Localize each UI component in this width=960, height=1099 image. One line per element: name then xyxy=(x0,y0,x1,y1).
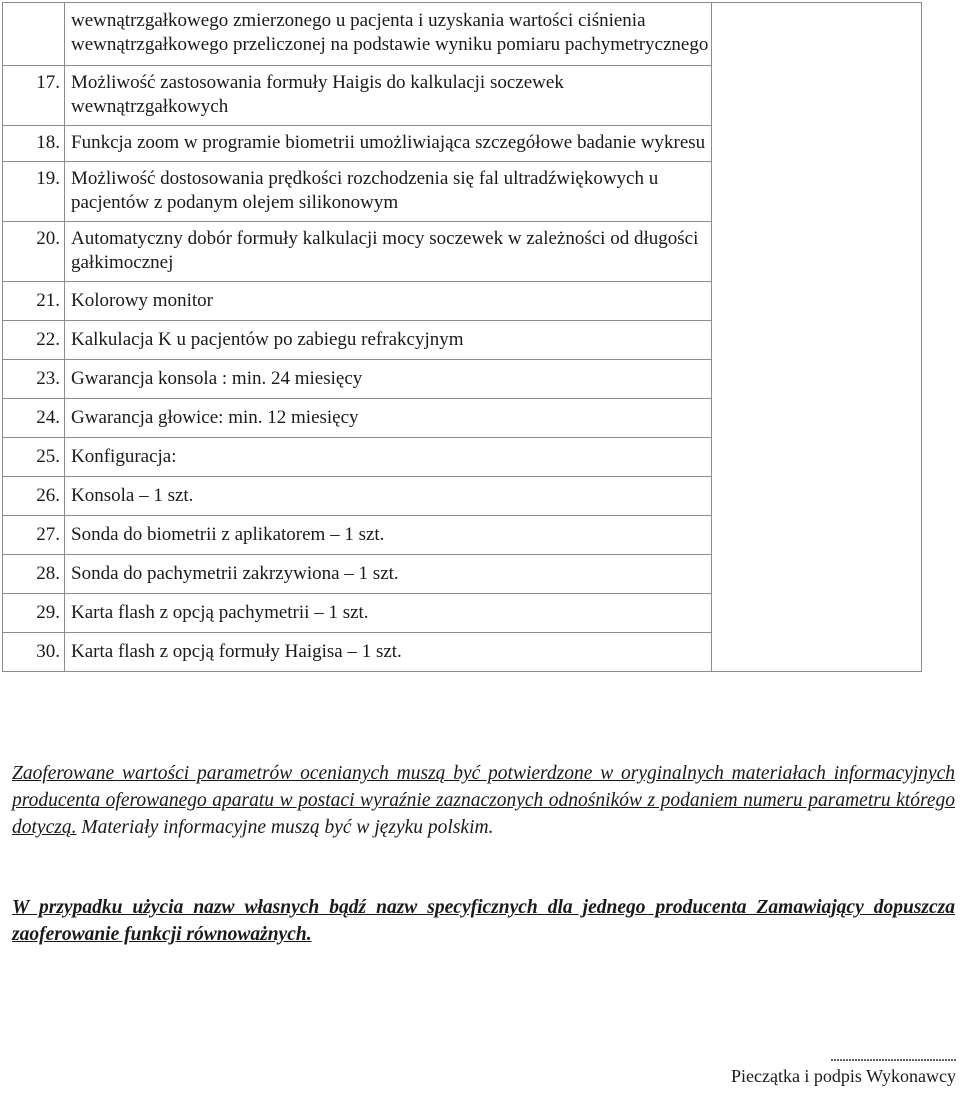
row-number: 25. xyxy=(3,438,65,477)
row-text: wewnątrzgałkowego zmierzonego u pacjenta i uzyskania wartości ciśnienia wewnątrzgałkowego przeliczonej na podstawie wyniku pomiaru pachymetrycznego xyxy=(65,3,712,66)
row-text: Gwarancja konsola : min. 24 miesięcy xyxy=(65,360,712,399)
equivalent-functions-note xyxy=(12,894,955,948)
row-number: 22. xyxy=(3,321,65,360)
row-text: Kolorowy monitor xyxy=(65,282,712,321)
equivalent-functions-text: W przypadku użycia nazw własnych bądź nazw specyficznych dla jednego producenta Zamawiający dopuszcza zaoferowanie funkcji równoważnych. xyxy=(12,897,955,945)
row-number: 29. xyxy=(3,594,65,633)
offer-confirmation-note xyxy=(12,760,955,841)
row-text: Karta flash z opcją pachymetrii – 1 szt. xyxy=(65,594,712,633)
row-number xyxy=(3,3,65,66)
row-number: 27. xyxy=(3,516,65,555)
row-text: Sonda do biometrii z aplikatorem – 1 szt. xyxy=(65,516,712,555)
row-number: 23. xyxy=(3,360,65,399)
row-number: 18. xyxy=(3,126,65,162)
row-text: Kalkulacja K u pacjentów po zabiegu refrakcyjnym xyxy=(65,321,712,360)
row-number: 28. xyxy=(3,555,65,594)
signature-block xyxy=(731,1050,956,1088)
language-requirement-text: Materiały informacyjne muszą być w języku polskim. xyxy=(81,817,494,838)
row-text: Konfiguracja: xyxy=(65,438,712,477)
row-number: 20. xyxy=(3,222,65,282)
signature-line: .......................................... xyxy=(830,1048,956,1065)
row-text: Możliwość zastosowania formuły Haigis do kalkulacji soczewek wewnątrzgałkowych xyxy=(65,66,712,126)
offer-values-column xyxy=(712,3,922,672)
signature-label: Pieczątka i podpis Wykonawcy xyxy=(730,1066,956,1086)
row-number: 21. xyxy=(3,282,65,321)
row-number: 19. xyxy=(3,162,65,222)
row-text: Konsola – 1 szt. xyxy=(65,477,712,516)
table-row xyxy=(3,3,922,66)
row-text: Funkcja zoom w programie biometrii umożliwiająca szczegółowe badanie wykresu xyxy=(65,126,712,162)
confirmation-requirement-text: Zaoferowane wartości parametrów ocenianych muszą być potwierdzone w oryginalnych materiałach informacyjnych producenta oferowanego aparatu w postaci wyraźnie zaznaczonych odnośników z podaniem numeru parametru którego dotyczą. xyxy=(12,763,955,838)
row-number: 26. xyxy=(3,477,65,516)
row-number: 17. xyxy=(3,66,65,126)
specification-table xyxy=(2,2,922,672)
row-number: 24. xyxy=(3,399,65,438)
row-text: Sonda do pachymetrii zakrzywiona – 1 szt. xyxy=(65,555,712,594)
row-text: Gwarancja głowice: min. 12 miesięcy xyxy=(65,399,712,438)
row-text: Możliwość dostosowania prędkości rozchodzenia się fal ultradźwiękowych u pacjentów z podanym olejem silikonowym xyxy=(65,162,712,222)
row-text: Automatyczny dobór formuły kalkulacji mocy soczewek w zależności od długości gałkimocznej xyxy=(65,222,712,282)
row-number: 30. xyxy=(3,633,65,672)
row-text: Karta flash z opcją formuły Haigisa – 1 szt. xyxy=(65,633,712,672)
